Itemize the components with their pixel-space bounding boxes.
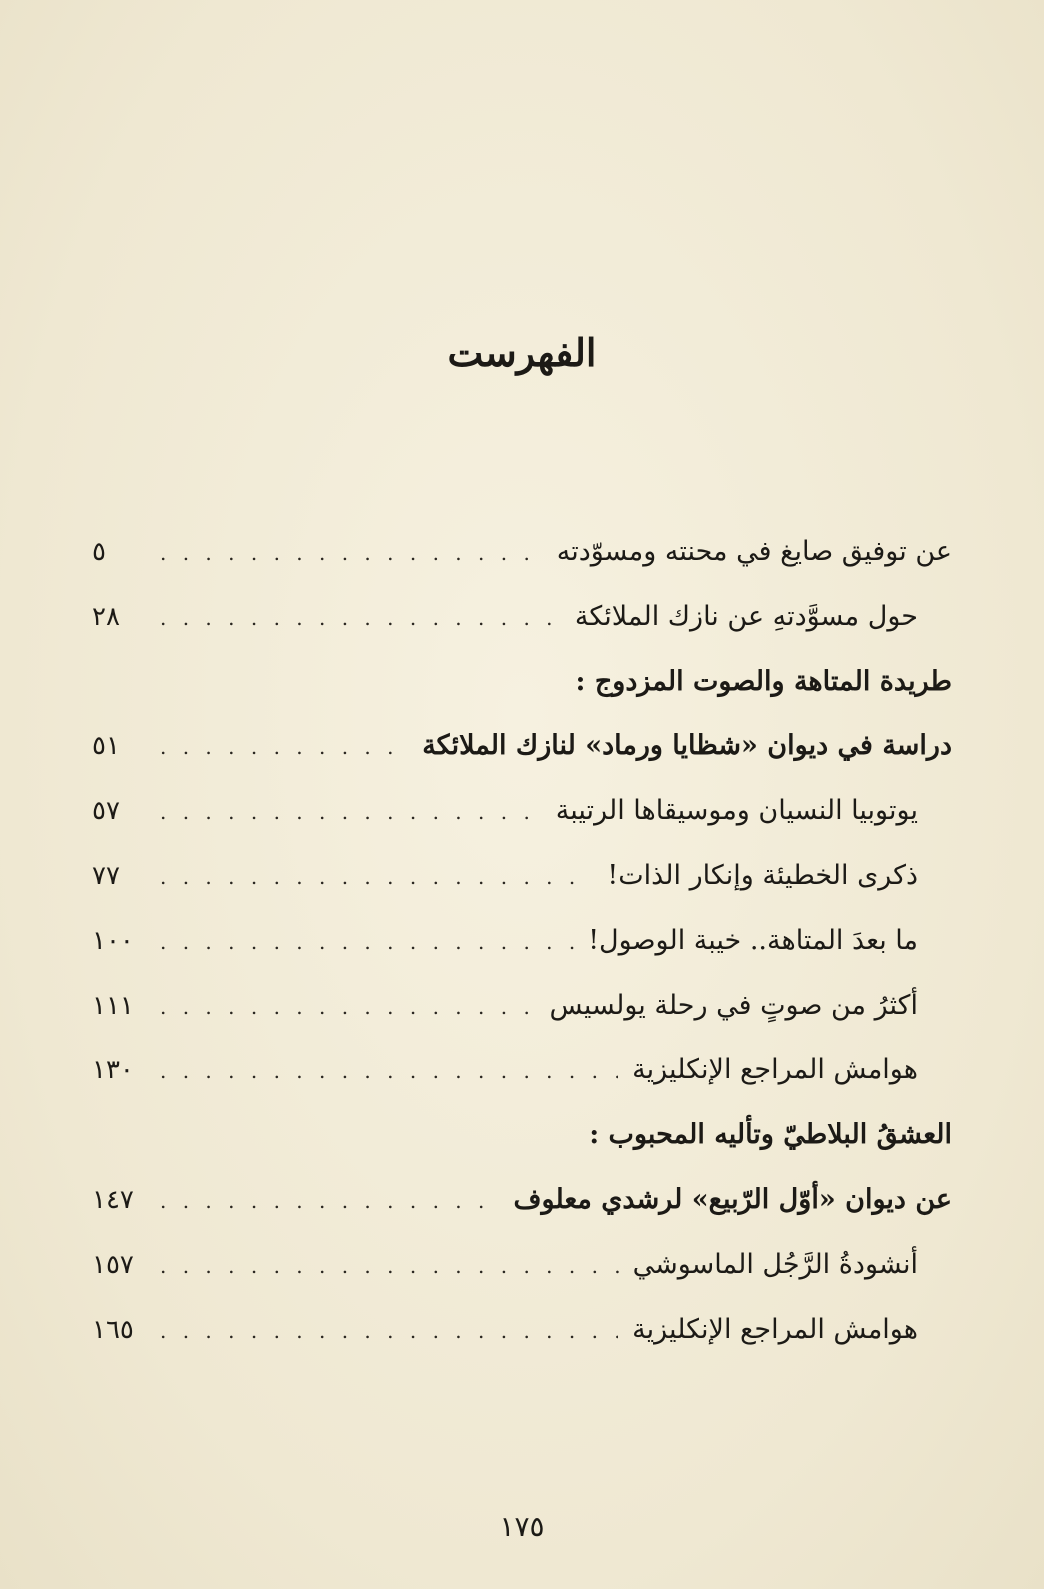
toc-entry-page: ١١١ xyxy=(92,990,134,1021)
toc-entry-page: ٥٧ xyxy=(92,796,120,827)
dot-leader xyxy=(160,1039,618,1104)
table-of-contents xyxy=(92,520,952,1362)
toc-entry-title: هوامش المراجع الإنكليزية xyxy=(632,1313,918,1345)
dot-leader xyxy=(160,586,561,651)
toc-entry-title: عن توفيق صايغ في محنته ومسوّدته xyxy=(556,536,952,567)
dot-leader xyxy=(160,1299,618,1364)
toc-entry-page: ٧٧ xyxy=(92,860,120,891)
toc-entry-page: ١٥٧ xyxy=(92,1249,134,1280)
toc-entry-page: ٢٨ xyxy=(92,601,120,632)
toc-entry xyxy=(92,844,952,909)
toc-entry-title: عن ديوان «أوّل الرّبيع» لرشدي معلوف xyxy=(513,1183,952,1215)
toc-entry-title: ما بعدَ المتاهة.. خيبة الوصول! xyxy=(588,924,918,956)
toc-entry-title: أنشودةُ الرَّجُل الماسوشي xyxy=(632,1248,918,1280)
section-title: طريدة المتاهة والصوت المزدوج : xyxy=(575,665,952,697)
page-number: ١٧٥ xyxy=(499,1510,545,1543)
toc-entry xyxy=(92,1038,952,1103)
dot-leader xyxy=(160,1169,500,1234)
toc-entry xyxy=(92,520,952,585)
toc-entry-title: أكثرُ من صوتٍ في رحلة يولسيس xyxy=(549,989,918,1021)
toc-section-heading xyxy=(92,1103,952,1168)
toc-entry-page: ١٣٠ xyxy=(92,1055,134,1086)
page-title: الفهرست xyxy=(447,330,597,375)
section-title: العشقُ البلاطيّ وتأليه المحبوب : xyxy=(589,1119,952,1151)
dot-leader xyxy=(160,521,543,586)
toc-entry-page: ١٠٠ xyxy=(92,925,134,956)
toc-entry-page: ٥١ xyxy=(92,731,120,762)
toc-entry xyxy=(92,1168,952,1233)
toc-entry xyxy=(92,585,952,650)
toc-entry xyxy=(92,1233,952,1298)
toc-entry-page: ١٦٥ xyxy=(92,1314,134,1345)
toc-entry xyxy=(92,714,952,779)
toc-entry-page: ٥ xyxy=(92,537,106,567)
toc-entry-page: ١٤٧ xyxy=(92,1184,134,1215)
toc-entry xyxy=(92,779,952,844)
dot-leader xyxy=(160,845,593,910)
toc-entry xyxy=(92,1298,952,1363)
toc-entry xyxy=(92,909,952,974)
dot-leader xyxy=(160,910,574,975)
dot-leader xyxy=(160,780,542,845)
toc-entry-title: يوتوبيا النسيان وموسيقاها الرتيبة xyxy=(555,795,918,827)
dot-leader xyxy=(160,715,408,780)
toc-entry-title: حول مسوَّدتهِ عن نازك الملائكة xyxy=(574,600,918,632)
toc-entry xyxy=(92,974,952,1039)
toc-entry-title: ذكرى الخطيئة وإنكار الذات! xyxy=(607,859,918,891)
dot-leader xyxy=(160,1234,619,1299)
toc-section-heading xyxy=(92,650,952,715)
toc-entry-title: هوامش المراجع الإنكليزية xyxy=(632,1054,918,1086)
toc-entry-title: دراسة في ديوان «شظايا ورماد» لنازك الملائكة xyxy=(422,730,952,762)
dot-leader xyxy=(160,975,535,1040)
